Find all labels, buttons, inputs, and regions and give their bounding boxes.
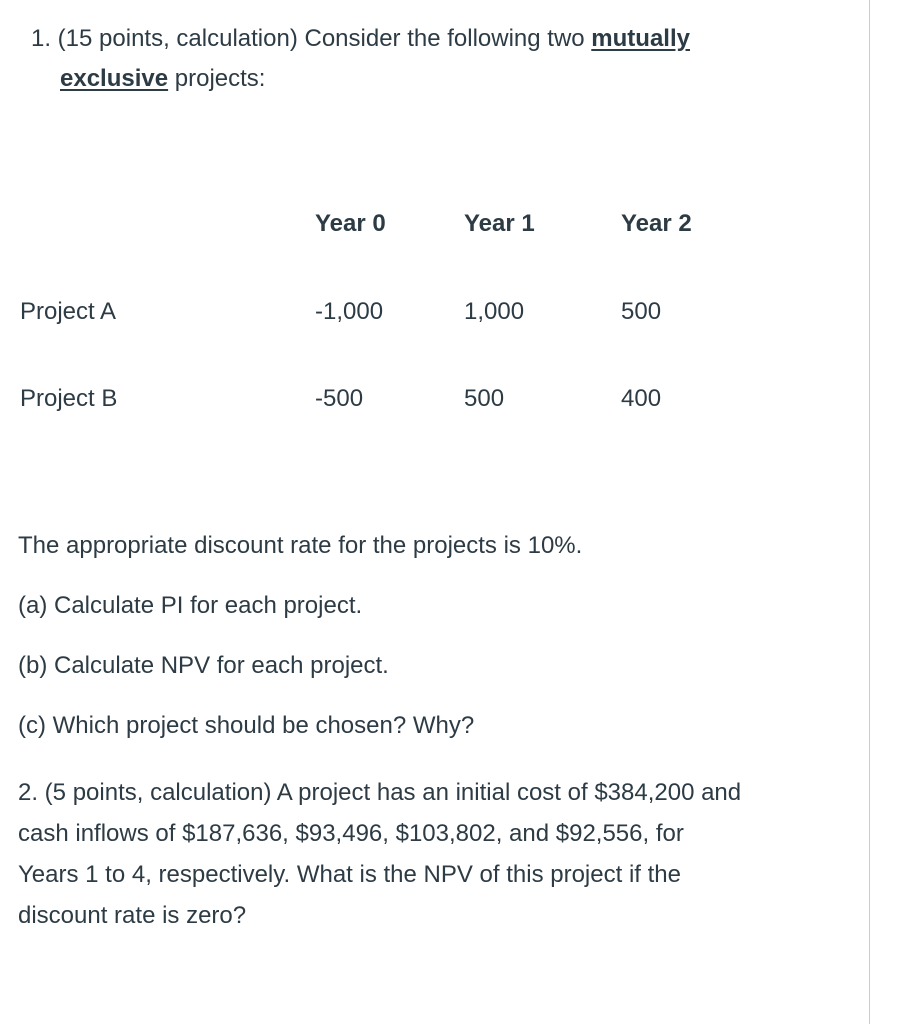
header-year-1: Year 1 xyxy=(464,210,535,237)
discount-rate-text: The appropriate discount rate for the projects is 10%. xyxy=(18,532,583,559)
question-2-line: cash inflows of $187,636, $93,496, $103,802, and $92,556, for xyxy=(18,820,684,847)
row-label-project-a: Project A xyxy=(20,298,117,325)
project-b-year-0: -500 xyxy=(315,385,364,412)
question-2-line: 2. (5 points, calculation) A project has an initial cost of $384,200 and xyxy=(18,779,742,806)
project-a-year-2: 500 xyxy=(621,298,662,325)
header-year-0: Year 0 xyxy=(315,210,386,237)
part-b-text: (b) Calculate NPV for each project. xyxy=(18,652,389,679)
content-border xyxy=(869,0,870,1024)
emphasis-exclusive: exclusive xyxy=(60,65,169,92)
question-2-line: Years 1 to 4, respectively. What is the NPV of this project if the xyxy=(18,861,681,888)
question-1-text: 1. (15 points, calculation) Consider the following two xyxy=(31,25,592,52)
part-c-text: (c) Which project should be chosen? Why? xyxy=(18,712,475,739)
project-b-year-1: 500 xyxy=(464,385,505,412)
header-year-2: Year 2 xyxy=(621,210,692,237)
project-a-year-1: 1,000 xyxy=(464,298,525,325)
question-1-line-1 xyxy=(31,24,690,54)
project-a-year-0: -1,000 xyxy=(315,298,384,325)
project-b-year-2: 400 xyxy=(621,385,662,412)
row-label-project-b: Project B xyxy=(20,385,118,412)
emphasis-mutually: mutually xyxy=(591,25,690,52)
question-1-line-2 xyxy=(60,64,265,94)
question-2-line: discount rate is zero? xyxy=(18,902,247,929)
question-1-text-cont: projects: xyxy=(168,65,266,92)
part-a-text: (a) Calculate PI for each project. xyxy=(18,592,363,619)
question-2 xyxy=(18,772,838,936)
